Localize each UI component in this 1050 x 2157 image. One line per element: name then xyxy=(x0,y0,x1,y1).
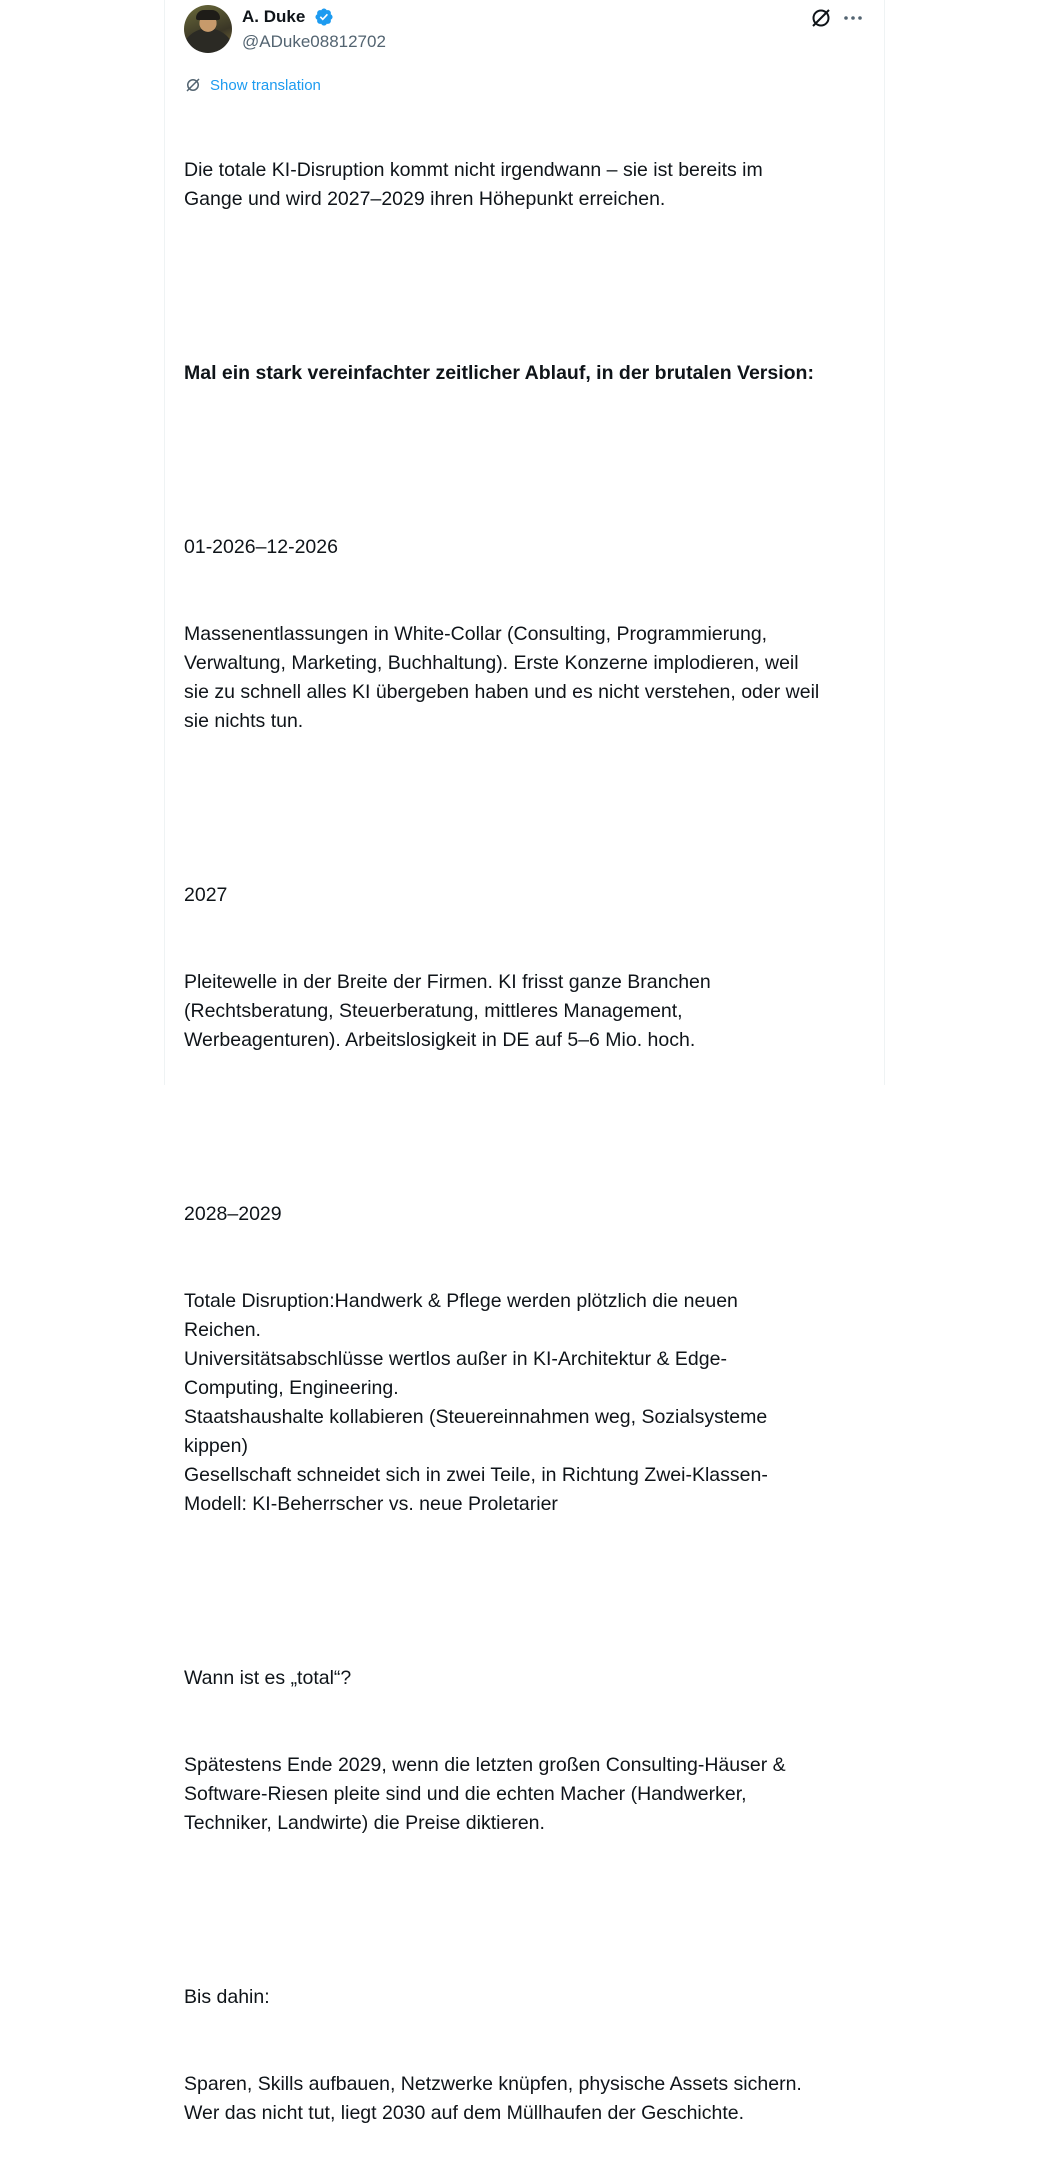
section-title: 2027 xyxy=(184,884,228,906)
show-translation-label: Show translation xyxy=(210,76,321,94)
grok-icon[interactable] xyxy=(809,6,833,30)
section-body: Totale Disruption:Handwerk & Pflege werden plötzlich die neuen Reichen. Universitätsabschlüsse wertlos außer in KI-Architektur & Edge- Computing, Engineering. Staatshaushalte kollabieren (Steuereinnahmen weg, Sozialsysteme kippen) Gesellschaft schneidet sich in zwei Teile, in Richtung Zwei-Klassen- Modell: KI-Beherrscher vs. neue Proletarier xyxy=(184,1290,768,1515)
translate-icon xyxy=(184,76,202,94)
section-body: Sparen, Skills aufbauen, Netzwerke knüpfen, physische Assets sichern. Wer das nicht tut, liegt 2030 auf dem Müllhaufen der Geschichte. xyxy=(184,2073,802,2124)
section-title: 01-2026–12-2026 xyxy=(184,536,338,558)
more-dots-icon[interactable] xyxy=(841,6,865,30)
section-body: Spätestens Ende 2029, wenn die letzten großen Consulting-Häuser & Software-Riesen pleite sind und die echten Macher (Handwerker, Techniker, Landwirte) die Preise diktieren. xyxy=(184,1754,786,1834)
tweet-text xyxy=(184,98,874,2157)
verified-badge-icon xyxy=(314,7,334,27)
section-title: 2028–2029 xyxy=(184,1203,282,1225)
section-body: Pleitewelle in der Breite der Firmen. KI frisst ganze Branchen (Rechtsberatung, Steuerberatung, mittleres Management, Werbeagenturen). Arbeitslosigkeit in DE auf 5–6 Mio. hoch. xyxy=(184,971,711,1051)
section-title: Bis dahin: xyxy=(184,1986,270,2008)
avatar-hat-shape xyxy=(196,10,220,20)
author-handle[interactable]: @ADuke08812702 xyxy=(242,32,386,51)
author-name[interactable]: A. Duke xyxy=(242,7,306,26)
section-body: Massenentlassungen in White-Collar (Consulting, Programmierung, Verwaltung, Marketing, Buchhaltung). Erste Konzerne implodieren, weil sie zu schnell alles KI übergeben haben und es nicht verstehen, oder weil sie nichts tun. xyxy=(184,623,820,732)
avatar[interactable] xyxy=(184,5,232,53)
section-title: Wann ist es „total“? xyxy=(184,1667,352,1689)
show-translation-link[interactable] xyxy=(184,74,321,96)
tweet-bold-heading: Mal ein stark vereinfachter zeitlicher Ablauf, in der brutalen Version: xyxy=(184,362,814,384)
tweet-intro: Die totale KI-Disruption kommt nicht irgendwann – sie ist bereits im Gange und wird 2027–2029 ihren Höhepunkt erreichen. xyxy=(184,159,763,210)
